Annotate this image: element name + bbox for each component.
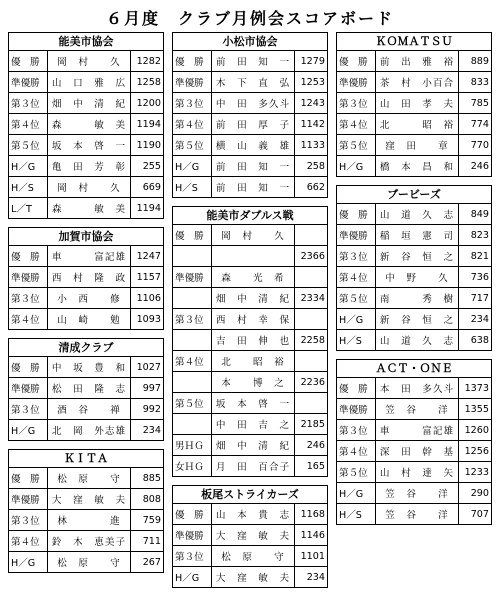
rank-cell: 第３位 (173, 309, 212, 330)
score-cell: 669 (131, 177, 164, 198)
table-row (9, 378, 164, 399)
score-cell: 1194 (131, 198, 164, 219)
score-cell (295, 309, 328, 330)
rank-cell: H／S (173, 177, 212, 198)
table-row (337, 441, 492, 462)
player-name: 林 進 (48, 510, 131, 531)
player-name: 北 昭 裕 (212, 351, 295, 372)
score-cell: 1282 (131, 51, 164, 72)
club-header: 能美市協会 (8, 32, 164, 51)
score-cell: 1355 (459, 399, 492, 420)
player-name: 北 岡 外志雄 (48, 420, 131, 441)
table-row (9, 135, 164, 156)
player-name: 山 崎 勉 (48, 309, 131, 330)
score-cell: 234 (459, 309, 492, 330)
page-title: ６月度 クラブ月例会スコアボード (105, 9, 394, 28)
player-name: 松 原 守 (212, 546, 295, 567)
table-row (9, 357, 164, 378)
score-cell: 2236 (295, 372, 328, 393)
table-row (337, 156, 492, 177)
player-name: 前 田 知 一 (212, 51, 295, 72)
rank-cell: 第３位 (337, 93, 376, 114)
column-2 (172, 32, 328, 596)
table-row (9, 531, 164, 552)
rank-cell: 第４位 (337, 267, 376, 288)
club-section (336, 32, 492, 177)
score-cell: 1253 (295, 72, 328, 93)
rank-cell: 優 勝 (9, 51, 48, 72)
player-name: 山 口 雅 広 (48, 72, 131, 93)
score-cell: 1258 (131, 72, 164, 93)
score-cell: 255 (131, 156, 164, 177)
rank-cell: 第５位 (337, 135, 376, 156)
rank-cell (173, 288, 212, 309)
score-cell: 662 (295, 177, 328, 198)
player-name: 岡 村 久 (212, 225, 295, 246)
player-name: 深 田 幹 基 (376, 441, 459, 462)
player-name: 車 富記雄 (48, 246, 131, 267)
score-cell: 1190 (131, 135, 164, 156)
table-row (9, 51, 164, 72)
rank-cell: 優 勝 (337, 204, 376, 225)
score-cell: 1194 (131, 114, 164, 135)
player-name: 横 山 義 雄 (212, 135, 295, 156)
player-name: 本 博 之 (212, 372, 295, 393)
player-name: 茶 村 小百合 (376, 72, 459, 93)
table-row (9, 468, 164, 489)
score-cell: 717 (459, 288, 492, 309)
table-row (337, 420, 492, 441)
rank-cell: 第４位 (9, 114, 48, 135)
table-row (9, 288, 164, 309)
score-cell: 1279 (295, 51, 328, 72)
score-cell: 1373 (459, 378, 492, 399)
table-row (9, 399, 164, 420)
table-row (173, 393, 328, 414)
score-cell: 1133 (295, 135, 328, 156)
rank-cell: 準優勝 (9, 72, 48, 93)
club-section (8, 449, 164, 573)
rank-cell: 準優勝 (337, 225, 376, 246)
player-name: 松 原 守 (48, 552, 131, 573)
table-row (337, 246, 492, 267)
rank-cell: 準優勝 (337, 399, 376, 420)
player-name: 前 出 雅 裕 (376, 51, 459, 72)
score-cell: 808 (131, 489, 164, 510)
player-name: 大 窪 敏 夫 (48, 489, 131, 510)
club-header: 板尾ストライカーズ (172, 485, 328, 504)
table-row (173, 504, 328, 525)
score-cell: 246 (459, 156, 492, 177)
rank-cell: 準優勝 (173, 525, 212, 546)
club-header: 能美市ダブルス戦 (172, 206, 328, 225)
table-row (337, 504, 492, 525)
score-cell: 785 (459, 93, 492, 114)
player-name: 吉 田 伸 也 (212, 330, 295, 351)
score-cell: 823 (459, 225, 492, 246)
club-header: 加賀市協会 (8, 227, 164, 246)
rank-cell: 優 勝 (9, 357, 48, 378)
rank-cell: H／S (337, 330, 376, 351)
score-cell (295, 393, 328, 414)
player-name: 中 田 多久斗 (212, 93, 295, 114)
score-cell (295, 225, 328, 246)
rank-cell: 第３位 (9, 399, 48, 420)
club-header: ブービーズ (336, 185, 492, 204)
player-name: 本 田 多久斗 (376, 378, 459, 399)
rank-cell: 第４位 (173, 114, 212, 135)
score-cell: 638 (459, 330, 492, 351)
rank-cell: 準優勝 (9, 489, 48, 510)
club-section (172, 485, 328, 588)
score-cell: 246 (295, 435, 328, 456)
score-table (172, 504, 328, 588)
player-name: 橋 本 昌 和 (376, 156, 459, 177)
player-name: 前 田 知 一 (212, 177, 295, 198)
table-row (9, 177, 164, 198)
rank-cell: 第４位 (173, 351, 212, 372)
club-header: ＫＯＭＡＴＳＵ (336, 32, 492, 51)
player-name: 大 窪 敏 夫 (212, 567, 295, 588)
club-section (8, 32, 164, 219)
rank-cell: 第５位 (173, 135, 212, 156)
column-3 (336, 32, 492, 533)
score-cell: 267 (131, 552, 164, 573)
rank-cell: H／G (9, 552, 48, 573)
rank-cell: H／S (337, 504, 376, 525)
score-cell: 821 (459, 246, 492, 267)
player-name: 窪 田 章 (376, 135, 459, 156)
table-row (173, 567, 328, 588)
rank-cell: 女ＨＧ (173, 456, 212, 477)
player-name: 森 敏 美 (48, 198, 131, 219)
table-row (9, 198, 164, 219)
table-row (173, 225, 328, 246)
score-cell: 997 (131, 378, 164, 399)
table-row (173, 372, 328, 393)
table-row (173, 72, 328, 93)
table-row (9, 420, 164, 441)
player-name: 中 坂 豊 和 (48, 357, 131, 378)
rank-cell: 優 勝 (9, 468, 48, 489)
score-table (8, 468, 164, 573)
player-name: 前 田 厚 子 (212, 114, 295, 135)
table-row (173, 267, 328, 288)
score-cell (295, 351, 328, 372)
player-name: 新 谷 恒 之 (376, 309, 459, 330)
club-header: ＫＩＴＡ (8, 449, 164, 468)
rank-cell: 準優勝 (173, 72, 212, 93)
rank-cell: 優 勝 (173, 504, 212, 525)
player-name: 松 田 隆 志 (48, 378, 131, 399)
score-table (336, 204, 492, 351)
score-cell: 1101 (295, 546, 328, 567)
table-row (337, 462, 492, 483)
rank-cell: 準優勝 (9, 267, 48, 288)
rank-cell: H／G (9, 156, 48, 177)
rank-cell: 第３位 (173, 546, 212, 567)
rank-cell: 第３位 (9, 510, 48, 531)
rank-cell: H／G (9, 420, 48, 441)
score-cell: 1260 (459, 420, 492, 441)
player-name: 畑 中 清 紀 (48, 93, 131, 114)
score-cell: 1256 (459, 441, 492, 462)
table-row (9, 246, 164, 267)
table-row (173, 414, 328, 435)
table-row (9, 114, 164, 135)
score-cell: 1106 (131, 288, 164, 309)
rank-cell: H／S (9, 177, 48, 198)
table-row (173, 93, 328, 114)
rank-cell: H／G (337, 156, 376, 177)
rank-cell: 第５位 (337, 288, 376, 309)
player-name: 亀 田 芳 彰 (48, 156, 131, 177)
rank-cell: 優 勝 (173, 225, 212, 246)
score-table (8, 357, 164, 441)
table-row (337, 399, 492, 420)
table-row (173, 135, 328, 156)
table-row (9, 309, 164, 330)
rank-cell: 第３位 (337, 420, 376, 441)
table-row (337, 267, 492, 288)
rank-cell: H／G (337, 483, 376, 504)
table-row (9, 267, 164, 288)
rank-cell: 優 勝 (337, 378, 376, 399)
rank-cell (173, 330, 212, 351)
player-name: 岡 村 久 (48, 177, 131, 198)
player-name: 西 村 幸 保 (212, 309, 295, 330)
score-cell: 1200 (131, 93, 164, 114)
player-name: 新 谷 恒 之 (376, 246, 459, 267)
rank-cell: 優 勝 (173, 51, 212, 72)
score-cell: 290 (459, 483, 492, 504)
score-cell: 770 (459, 135, 492, 156)
rank-cell: 第４位 (337, 441, 376, 462)
player-name: 北 昭 裕 (376, 114, 459, 135)
score-cell: 1243 (295, 93, 328, 114)
club-section (336, 359, 492, 525)
player-name: 中 田 吉 之 (212, 414, 295, 435)
score-table (8, 51, 164, 219)
score-table (336, 51, 492, 177)
table-row (337, 309, 492, 330)
score-cell: 1168 (295, 504, 328, 525)
rank-cell (173, 246, 212, 267)
rank-cell: 第５位 (173, 393, 212, 414)
club-header: 清成クラブ (8, 338, 164, 357)
table-row (337, 288, 492, 309)
table-row (173, 51, 328, 72)
score-cell: 707 (459, 504, 492, 525)
score-table (172, 51, 328, 198)
player-name: 大 窪 敏 夫 (212, 525, 295, 546)
rank-cell: 第５位 (9, 135, 48, 156)
table-row (9, 156, 164, 177)
rank-cell: 第４位 (337, 114, 376, 135)
player-name: 南 秀 樹 (376, 288, 459, 309)
player-name (212, 246, 295, 267)
score-cell: 1142 (295, 114, 328, 135)
score-cell: 1093 (131, 309, 164, 330)
player-name: 森 敏 美 (48, 114, 131, 135)
score-cell: 885 (131, 468, 164, 489)
club-section (8, 227, 164, 330)
table-row (337, 51, 492, 72)
rank-cell: 第３位 (9, 288, 48, 309)
player-name: 山 本 貴 志 (212, 504, 295, 525)
rank-cell: 第３位 (173, 93, 212, 114)
column-1 (8, 32, 164, 581)
club-section (172, 32, 328, 198)
score-cell: 711 (131, 531, 164, 552)
rank-cell: L／T (9, 198, 48, 219)
score-cell: 774 (459, 114, 492, 135)
club-section (172, 206, 328, 477)
rank-cell: 優 勝 (337, 51, 376, 72)
player-name: 笠 谷 洋 (376, 483, 459, 504)
score-table (336, 378, 492, 525)
score-cell: 736 (459, 267, 492, 288)
table-row (337, 330, 492, 351)
score-cell: 2258 (295, 330, 328, 351)
club-section (336, 185, 492, 351)
score-cell: 992 (131, 399, 164, 420)
rank-cell: 準優勝 (173, 267, 212, 288)
player-name: 松 原 守 (48, 468, 131, 489)
table-row (173, 288, 328, 309)
table-row (173, 156, 328, 177)
score-cell: 849 (459, 204, 492, 225)
score-cell: 1157 (131, 267, 164, 288)
player-name: 車 富記雄 (376, 420, 459, 441)
rank-cell: 優 勝 (9, 246, 48, 267)
score-cell: 2366 (295, 246, 328, 267)
player-name: 山 道 久 志 (376, 330, 459, 351)
rank-cell: 第５位 (337, 462, 376, 483)
rank-cell: 男ＨＧ (173, 435, 212, 456)
score-cell: 2334 (295, 288, 328, 309)
score-cell: 165 (295, 456, 328, 477)
rank-cell: 第３位 (9, 93, 48, 114)
table-row (337, 378, 492, 399)
player-name: 畑 中 清 紀 (212, 435, 295, 456)
rank-cell: 準優勝 (337, 72, 376, 93)
score-cell: 2185 (295, 414, 328, 435)
table-row (173, 309, 328, 330)
player-name: 岡 村 久 (48, 51, 131, 72)
player-name: 山 田 孝 夫 (376, 93, 459, 114)
table-row (173, 351, 328, 372)
table-row (337, 72, 492, 93)
player-name: 中 野 久 (376, 267, 459, 288)
rank-cell: H／G (173, 156, 212, 177)
score-table (172, 225, 328, 477)
player-name: 稲 垣 憲 司 (376, 225, 459, 246)
table-row (173, 246, 328, 267)
player-name: 畑 中 清 紀 (212, 288, 295, 309)
table-row (337, 225, 492, 246)
table-row (337, 483, 492, 504)
score-cell: 234 (295, 567, 328, 588)
club-section (8, 338, 164, 441)
rank-cell (173, 372, 212, 393)
table-row (337, 93, 492, 114)
table-row (173, 114, 328, 135)
player-name: 坂 本 啓 一 (212, 393, 295, 414)
rank-cell: 第３位 (337, 246, 376, 267)
table-row (173, 546, 328, 567)
rank-cell: 第４位 (9, 309, 48, 330)
table-row (9, 489, 164, 510)
player-name: 月 田 百合子 (212, 456, 295, 477)
score-cell: 258 (295, 156, 328, 177)
player-name: 鈴 木 恵美子 (48, 531, 131, 552)
player-name: 笠 谷 洋 (376, 399, 459, 420)
score-cell (295, 267, 328, 288)
table-row (9, 72, 164, 93)
rank-cell: 第４位 (9, 531, 48, 552)
rank-cell: H／G (337, 309, 376, 330)
player-name: 西 村 隆 政 (48, 267, 131, 288)
score-cell: 1247 (131, 246, 164, 267)
table-row (9, 93, 164, 114)
score-cell: 234 (131, 420, 164, 441)
table-row (173, 330, 328, 351)
player-name: 山 村 達 矢 (376, 462, 459, 483)
rank-cell: H／G (173, 567, 212, 588)
rank-cell: 準優勝 (9, 378, 48, 399)
score-cell: 833 (459, 72, 492, 93)
score-cell: 1027 (131, 357, 164, 378)
score-table (8, 246, 164, 330)
table-row (9, 510, 164, 531)
score-cell: 1146 (295, 525, 328, 546)
table-row (173, 456, 328, 477)
player-name: 森 光 希 (212, 267, 295, 288)
player-name: 坂 本 啓 一 (48, 135, 131, 156)
player-name: 山 道 久 志 (376, 204, 459, 225)
score-cell: 889 (459, 51, 492, 72)
score-cell: 1233 (459, 462, 492, 483)
player-name: 笠 谷 洋 (376, 504, 459, 525)
table-row (173, 435, 328, 456)
table-row (337, 204, 492, 225)
score-cell: 759 (131, 510, 164, 531)
table-row (173, 177, 328, 198)
player-name: 木 下 直 弘 (212, 72, 295, 93)
player-name: 酒 谷 禅 (48, 399, 131, 420)
table-row (337, 135, 492, 156)
table-row (9, 552, 164, 573)
club-header: ＡＣＴ・ＯＮＥ (336, 359, 492, 378)
player-name: 小 西 修 (48, 288, 131, 309)
rank-cell (173, 414, 212, 435)
table-row (173, 525, 328, 546)
table-row (337, 114, 492, 135)
player-name: 前 田 知 一 (212, 156, 295, 177)
club-header: 小松市協会 (172, 32, 328, 51)
